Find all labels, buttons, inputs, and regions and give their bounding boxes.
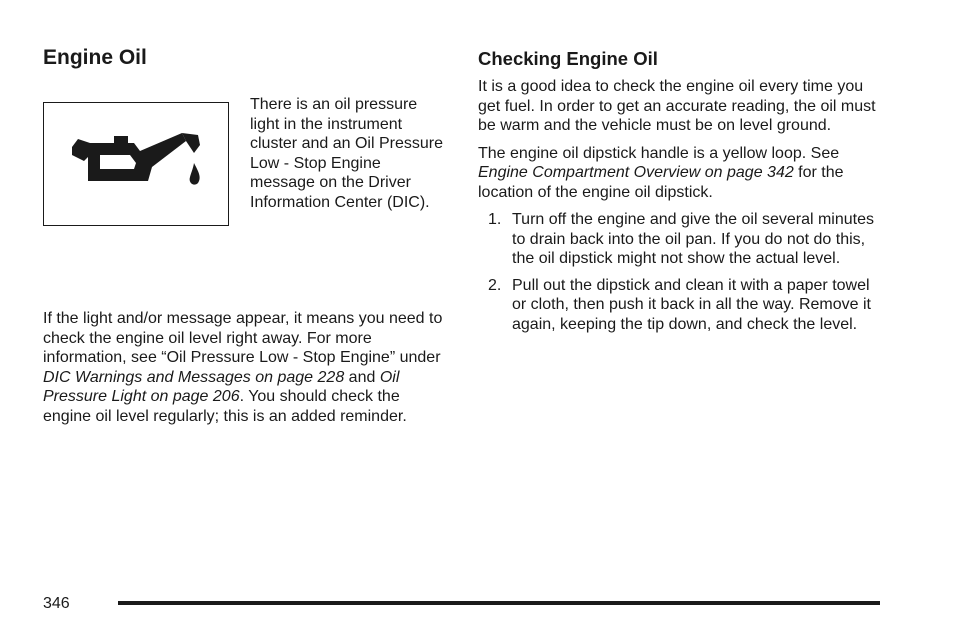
right-p2-text-2: for the location of the engine oil dipstick. — [478, 164, 844, 201]
ref-oil-pressure-light: Oil Pressure Light on page 206 — [43, 368, 400, 405]
right-p2-text-1: The engine oil dipstick handle is a yellow loop. See — [478, 144, 840, 162]
left-body-text-2: and — [344, 368, 380, 386]
steps-list — [478, 210, 888, 334]
step-text: Pull out the dipstick and clean it with a paper towel or cloth, then push it back in all the way. Remove it again, keeping the tip down, and check the level. — [512, 276, 871, 333]
right-paragraph-1: It is a good idea to check the engine oil every time you get fuel. In order to get an accurate reading, the oil must be warm and the vehicle must be on level ground. — [478, 78, 876, 134]
section-title-checking-engine-oil: Checking Engine Oil — [478, 48, 658, 69]
ref-dic-warnings: DIC Warnings and Messages on page 228 — [43, 368, 345, 386]
step-text: Turn off the engine and give the oil several minutes to drain back into the oil pan. If you do not do this, the oil dipstick might not show the actual level. — [512, 211, 874, 267]
page-number: 346 — [43, 595, 70, 612]
icon-caption: There is an oil pressure light in the instrument cluster and an Oil Pressure Low - Stop Engine message on the Driver Information Center (DIC). — [250, 96, 443, 211]
oil-can-icon — [70, 131, 204, 193]
step-number: 1. — [488, 211, 502, 228]
icon-row — [43, 95, 448, 265]
ref-engine-compartment: Engine Compartment Overview on page 342 — [478, 164, 794, 181]
list-item — [478, 276, 888, 335]
left-body-text-1: If the light and/or message appear, it means you need to check the engine oil level right away. For more information, see “Oil Pressure Low - Stop Engine” under — [43, 310, 443, 366]
list-item — [478, 210, 888, 269]
footer-rule — [118, 601, 880, 605]
section-title-engine-oil: Engine Oil — [43, 46, 147, 69]
left-column — [43, 44, 448, 426]
step-number: 2. — [488, 276, 502, 294]
left-body-paragraph — [43, 309, 448, 426]
left-body-text-3: . You should check the engine oil level regularly; this is an added reminder. — [43, 388, 407, 425]
oil-pressure-icon-box — [43, 102, 229, 226]
right-paragraph-2 — [478, 144, 888, 203]
right-column — [478, 46, 888, 341]
